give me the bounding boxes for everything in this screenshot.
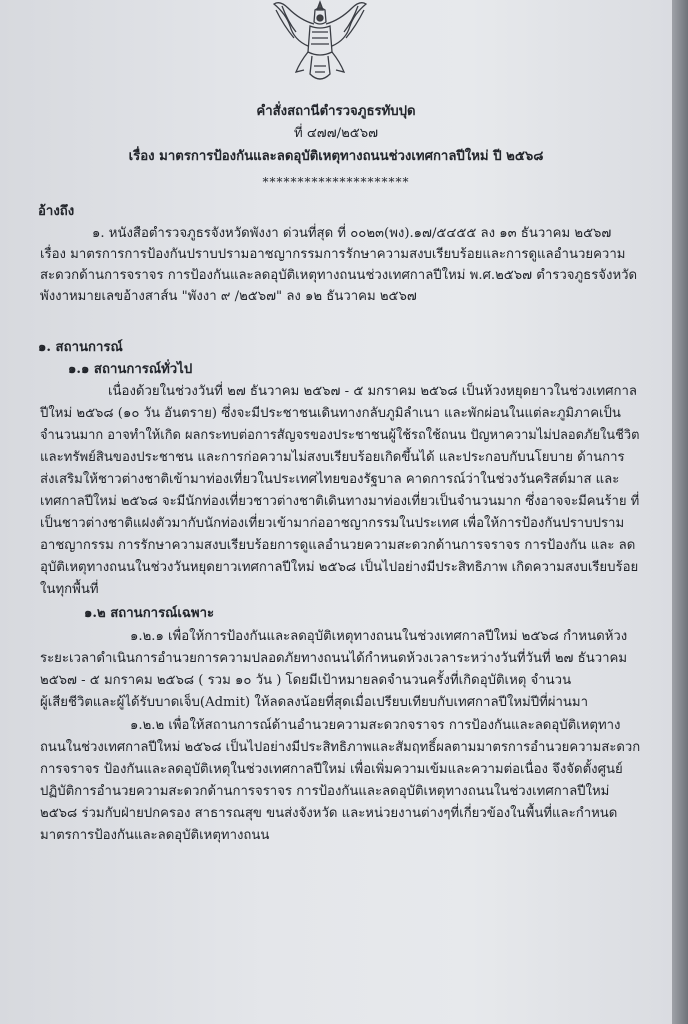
paragraph-line: ถนนในช่วงเทศกาลปีใหม่ ๒๕๖๘ เป็นไปอย่างมีประสิทธิภาพและสัมฤทธิ์ผลตามมาตรการอำนวยความสะดวก [40, 740, 641, 755]
paragraph-line: ปีใหม่ ๒๕๖๘ (๑๐ วัน อันตราย) ซึ่งจะมีประชาชนเดินทางกลับภูมิลำเนา และพักผ่อนในแต่ละภูมิภาคเป็น [40, 406, 621, 421]
paragraph-line: ผู้เสียชีวิตและผู้ได้รับบาดเจ็บ(Admit) ให้ลดลงน้อยที่สุดเมื่อเปรียบเทียบกับเทศกาลปีใหม่ปีที่ผ่านมา [40, 695, 589, 710]
paragraph-line: การจราจร ป้องกันและลดอุบัติเหตุในช่วงเทศกาลปีใหม่ เพื่อเพิ่มความเข้มและความต่อเนื่อง จึงจัดตั้งศูนย์ [40, 762, 623, 777]
page-edge [672, 0, 688, 1024]
paragraph-line: ๑.๒.๑ เพื่อให้การป้องกันและลดอุบัติเหตุทางถนนในช่วงเทศกาลปีใหม่ ๒๕๖๘ กำหนดห้วง [130, 629, 628, 644]
order-title: คำสั่งสถานีตำรวจภูธรทับปุด [256, 104, 416, 119]
reference-line: ๑. หนังสือตำรวจภูธรจังหวัดพังงา ด่วนที่สุด ที่ ๐๐๒๓(พง).๑๗/๕๔๕๕ ลง ๑๓ ธันวาคม ๒๕๖๗ [92, 226, 612, 241]
paragraph-line: อุบัติเหตุทางถนนในช่วงวันหยุดยาวเทศกาลปีใหม่ ๒๕๖๘ เป็นไปอย่างมีประสิทธิภาพ เกิดความสงบเรียบร้อย [40, 560, 639, 575]
subsection-heading: ๑.๑ สถานการณ์ทั่วไป [68, 362, 193, 377]
subsection-heading: ๑.๒ สถานการณ์เฉพาะ [84, 606, 215, 621]
paragraph-line: ๒๕๖๗ - ๕ มกราคม ๒๕๖๘ ( รวม ๑๐ วัน ) โดยมีเป้าหมายลดจำนวนครั้งที่เกิดอุบัติเหตุ จำนวน [40, 673, 572, 688]
title-divider: ********************* [262, 175, 410, 189]
paragraph-line: ในทุกพื้นที่ [40, 582, 99, 597]
paragraph-line: เป็นชาวต่างชาติแฝงตัวมากับนักท่องเที่ยวเข้ามาก่ออาชญากรรมในประเทศ เพื่อให้การป้องกันปราบปราม [40, 516, 625, 531]
section-heading: ๑. สถานการณ์ [38, 340, 123, 355]
reference-heading: อ้างถึง [38, 204, 75, 219]
paragraph-line: เนื่องด้วยในช่วงวันที่ ๒๗ ธันวาคม ๒๕๖๗ - ๕ มกราคม ๒๕๖๘ เป็นห้วงหยุดยาวในช่วงเทศกาล [108, 384, 638, 399]
reference-line: สะดวกด้านการจราจร การป้องกันและลดอุบัติเหตุทางถนนช่วงเทศกาลปีใหม่ พ.ศ.๒๕๖๗ ตำรวจภูธรจังหวัด [40, 268, 638, 283]
garuda-emblem-icon [260, 0, 380, 86]
paragraph-line: ๑.๒.๒ เพื่อให้สถานการณ์ด้านอำนวยความสะดวกจราจร การป้องกันและลดอุบัติเหตุทาง [130, 718, 621, 733]
reference-line: เรื่อง มาตรการการป้องกันปราบปรามอาชญากรรมการรักษาความสงบเรียบร้อยและการดูแลอำนวยความ [40, 247, 626, 262]
paragraph-line: เทศกาลปีใหม่ ๒๕๖๘ จะมีนักท่องเที่ยวชาวต่างชาติเดินทางมาท่องเที่ยวเป็นจำนวนมาก ซึ่งอาจจะมีคนร้าย ที่ [40, 494, 640, 509]
paragraph-line: และทรัพย์สินของประชาชน และการก่อความไม่สงบเรียบร้อยเกิดขึ้นได้ และประกอบกับนโยบาย ด้านการ [40, 450, 625, 465]
paragraph-line: อาชญากรรม การรักษาความสงบเรียบร้อยการดูแลอำนวยความสะดวกด้านการจราจร การป้องกัน และ ลด [40, 538, 636, 553]
order-number: ที่ ๔๗๗/๒๕๖๗ [293, 126, 379, 141]
paragraph-line: ระยะเวลาดำเนินการอำนวยการความปลอดภัยทางถนนได้กำหนดห้วงเวลาระหว่างวันที่วันที่ ๒๗ ธันวาคม [40, 651, 628, 666]
paragraph-line: มาตรการป้องกันและลดอุบัติเหตุทางถนน [40, 828, 270, 843]
reference-line: พังงาหมายเลขอ้างสาส์น "พังงา ๙ /๒๕๖๗" ลง ๑๒ ธันวาคม ๒๕๖๗ [40, 289, 417, 304]
paragraph-line: ส่งเสริมให้ชาวต่างชาติเข้ามาท่องเที่ยวในประเทศไทยของรัฐบาล คาดการณ์ว่าในช่วงวันคริสต์มาส และ [40, 472, 620, 487]
paragraph-line: ๒๕๖๘ ร่วมกับฝ่ายปกครอง สาธารณสุข ขนส่งจังหวัด และหน่วยงานต่างๆที่เกี่ยวข้องในพื้นที่และกำหนด [40, 806, 618, 821]
paragraph-line: จำนวนมาก อาจทำให้เกิด ผลกระทบต่อการสัญจรของประชาชนผู้ใช้รถใช้ถนน ปัญหาความไม่ปลอดภัยในชีวิต [40, 428, 640, 443]
order-subject: เรื่อง มาตรการป้องกันและลดอุบัติเหตุทางถนนช่วงเทศกาลปีใหม่ ปี ๒๕๖๘ [128, 149, 544, 164]
paragraph-line: ปฏิบัติการอำนวยความสะดวกด้านการจราจร การป้องกันและลดอุบัติเหตุทางถนนในช่วงเทศกาลปีใหม่ [40, 784, 610, 799]
